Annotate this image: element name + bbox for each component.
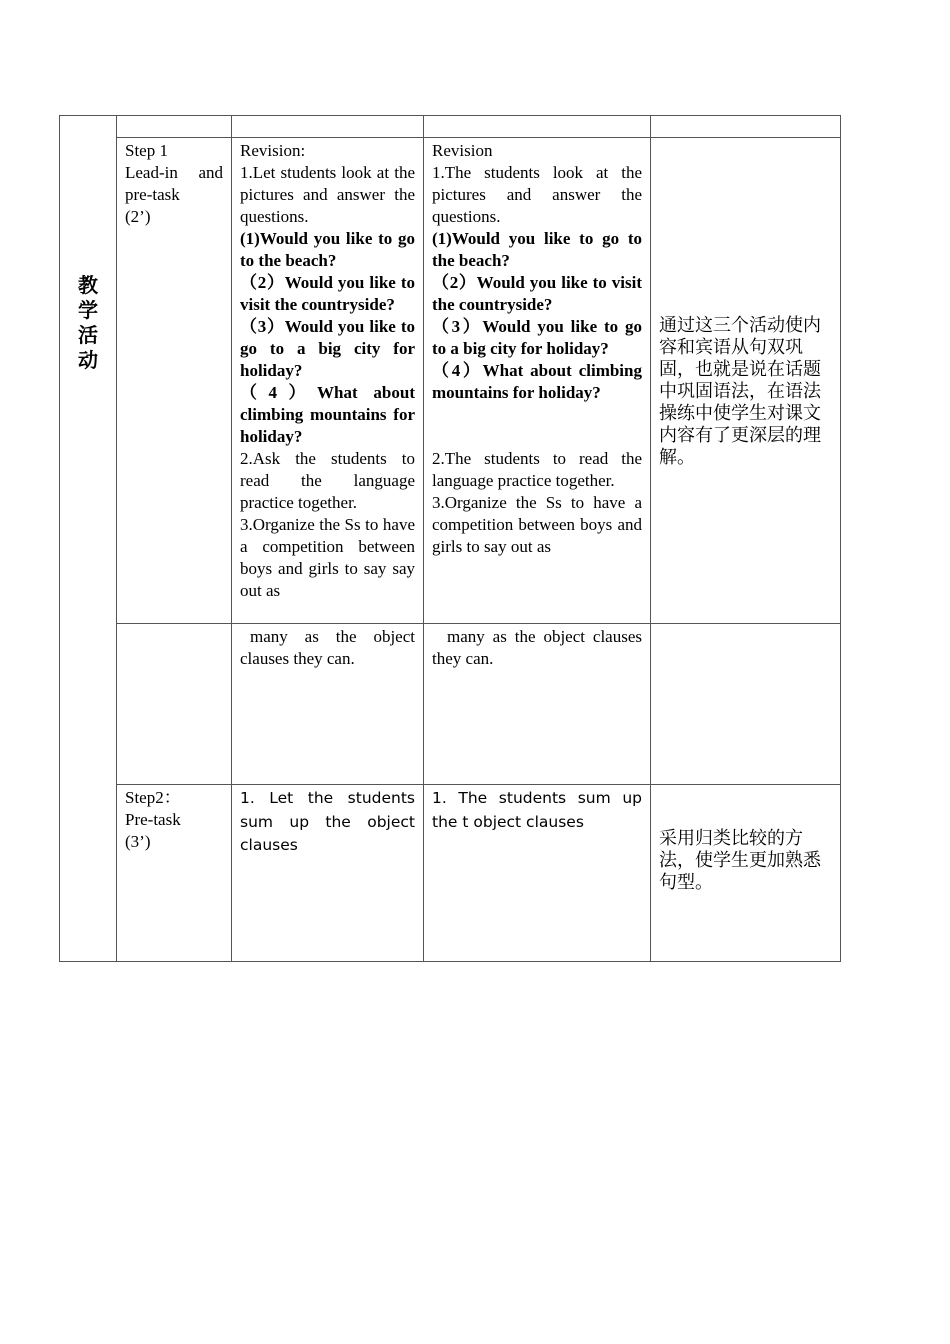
table-row-step1 (60, 138, 841, 624)
student-item2: 2.The students to read the language practice together. (432, 449, 642, 490)
continuation-teacher-cell (232, 624, 424, 785)
student-item1: 1.The students look at the pictures and answer the questions. (432, 163, 642, 226)
step1-purpose-text: 通过这三个活动使内容和宾语从句双巩固，也就是说在话题中巩固语法，在语法操练中使学生对课文内容有了更深层的理解。 (659, 315, 821, 468)
step2-teacher-text: 1. Let the students sum up the object clauses (240, 789, 415, 854)
header-cell-student (424, 116, 651, 138)
teacher-item1: 1.Let students look at the pictures and answer the questions. (240, 163, 415, 226)
teacher-question3: （3）Would you like to go to a big city for holiday? (240, 317, 415, 380)
step1-cell (117, 138, 232, 624)
step2-cell (117, 785, 232, 962)
header-cell-purpose (651, 116, 841, 138)
table-row-continuation (60, 624, 841, 785)
student-item3: 3.Organize the Ss to have a competition between boys and girls to say out as (432, 493, 642, 556)
step1-teacher-activity (232, 138, 424, 624)
header-cell-teacher (232, 116, 424, 138)
continuation-step-cell (117, 624, 232, 785)
step1-title: Lead-in and pre-task (125, 163, 223, 204)
teacher-question2: （2）Would you like to visit the countryside? (240, 273, 415, 314)
side-label: 教学活动 (78, 273, 98, 372)
lesson-plan-table (59, 115, 841, 962)
teacher-question4: （4）What about climbing mountains for holiday? (240, 383, 415, 446)
student-question2: （2）Would you like to visit the countryside? (432, 273, 642, 314)
header-cell-step (117, 116, 232, 138)
step2-student-activity (424, 785, 651, 962)
step2-name: Step2： (125, 788, 181, 807)
teacher-item2: 2.Ask the students to read the language practice together. (240, 449, 415, 512)
step2-purpose-text: 采用归类比较的方法，使学生更加熟悉句型。 (659, 828, 821, 893)
step2-title: Pre-task (125, 810, 181, 829)
step1-student-activity (424, 138, 651, 624)
student-question4: （4）What about climbing mountains for holiday? (432, 361, 642, 402)
teacher-question1: (1)Would you like to go to the beach? (240, 229, 415, 270)
step2-purpose (651, 785, 841, 962)
student-revision-title: Revision (432, 141, 493, 160)
continuation-student-cell (424, 624, 651, 785)
step2-teacher-activity (232, 785, 424, 962)
step1-name: Step 1 (125, 141, 168, 160)
student-continuation: many as the object clauses they can. (432, 627, 642, 668)
student-question3: （3）Would you like to go to a big city for holiday? (432, 317, 642, 358)
step2-time: (3’) (125, 832, 151, 851)
step2-student-text: 1. The students sum up the t object clauses (432, 789, 642, 831)
table-row-step2 (60, 785, 841, 962)
step1-time: (2’) (125, 207, 151, 226)
step1-purpose (651, 138, 841, 624)
continuation-purpose-cell (651, 624, 841, 785)
student-question1: (1)Would you like to go to the beach? (432, 229, 642, 270)
table-header-row (60, 116, 841, 138)
side-label-cell (60, 116, 117, 962)
teacher-continuation: many as the object clauses they can. (240, 627, 415, 668)
teacher-item3: 3.Organize the Ss to have a competition between boys and girls to say say out as (240, 515, 415, 600)
teacher-revision-title: Revision: (240, 141, 306, 160)
